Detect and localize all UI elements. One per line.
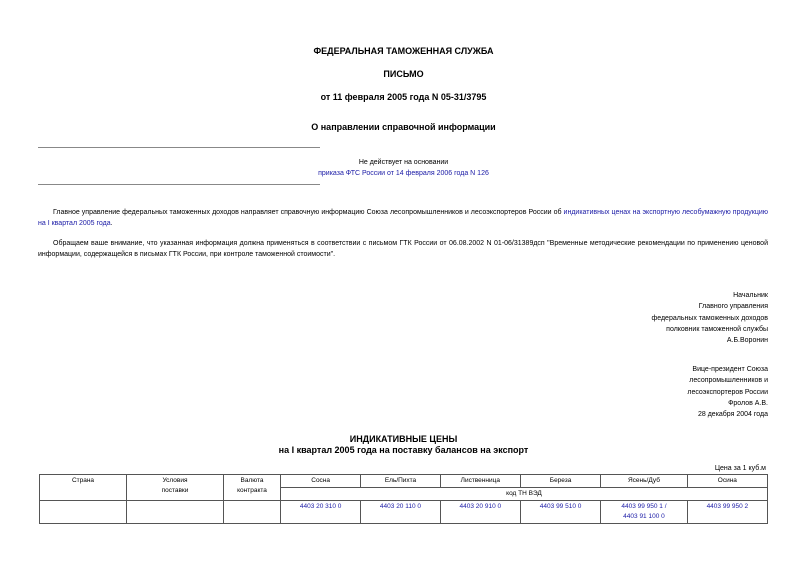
- header-code-label: код ТН ВЭД: [281, 488, 768, 501]
- header-species: Ель/Пихта: [361, 475, 440, 488]
- document-subject: О направлении справочной информации: [311, 122, 496, 132]
- status-link[interactable]: приказа ФТС России от 14 февраля 2006 года N 126: [318, 170, 489, 177]
- signature-line: Главного управления: [698, 303, 768, 311]
- signature-line: Фролов А.В.: [728, 399, 768, 407]
- table-row: [40, 501, 768, 524]
- price-table: [39, 474, 768, 524]
- header-delivery-terms: [127, 475, 224, 501]
- signature-line: федеральных таможенных доходов: [651, 314, 768, 322]
- signature-line: Начальник: [733, 292, 768, 299]
- code-cell[interactable]: 4403 99 510 0: [520, 501, 600, 524]
- table-title: ИНДИКАТИВНЫЕ ЦЕНЫ: [349, 434, 458, 444]
- signature-customs: [651, 290, 768, 346]
- header-species: Ясень/Дуб: [601, 475, 687, 488]
- code-line: 4403 99 950 1 /: [621, 503, 667, 510]
- signature-line: Вице-президент Союза: [692, 366, 768, 373]
- code-cell[interactable]: 4403 20 910 0: [440, 501, 520, 524]
- header-country: Страна: [40, 475, 127, 501]
- signature-line: А.Б.Воронин: [726, 337, 768, 345]
- header-species: Береза: [520, 475, 600, 488]
- signature-line: лесопромышленников и: [689, 377, 768, 385]
- paragraph-1: [38, 207, 768, 229]
- paragraph-2: Обращаем ваше внимание, что указанная информация должна применяться в соответствии с письмом ГТК России от 06.08.2002 N 01-06/31389дсп "Временные методические рекомендации по применению ценовой информации, содержащейся в письмах ГТК России, при контроле таможенной стоимости".: [38, 240, 768, 258]
- agency-name: ФЕДЕРАЛЬНАЯ ТАМОЖЕННАЯ СЛУЖБА: [313, 46, 494, 56]
- signature-line: лесоэкспортеров России: [687, 388, 768, 396]
- code-cell-multi[interactable]: [601, 501, 687, 524]
- document-type: ПИСЬМО: [383, 69, 424, 79]
- header-contract-currency: [224, 475, 281, 501]
- status-text: Не действует на основании: [358, 159, 449, 166]
- divider-bottom: [38, 184, 320, 185]
- header-currency-line: контракта: [237, 487, 267, 494]
- table-header-row: [40, 475, 768, 488]
- divider-top: [38, 147, 320, 148]
- header-species: Сосна: [281, 475, 361, 488]
- table-cell-empty: [40, 501, 127, 524]
- paragraph-1-end: .: [110, 220, 113, 227]
- header-species: Осина: [687, 475, 767, 488]
- document-date-number: от 11 февраля 2005 года N 05-31/3795: [320, 92, 487, 102]
- code-cell[interactable]: 4403 99 950 2: [687, 501, 767, 524]
- signature-line: полковник таможенной службы: [666, 325, 768, 333]
- code-cell[interactable]: 4403 20 310 0: [281, 501, 361, 524]
- header-species: Лиственница: [440, 475, 520, 488]
- code-cell[interactable]: 4403 20 110 0: [361, 501, 440, 524]
- header-currency-line: Валюта: [240, 477, 264, 484]
- code-line: 4403 91 100 0: [623, 513, 665, 520]
- header-terms-line: поставки: [161, 487, 189, 494]
- header-terms-line: Условия: [162, 477, 188, 484]
- paragraph-1-text: Главное управление федеральных таможенных доходов направляет справочную информацию Союза лесопромышленников и лесоэкспортеров России об: [53, 209, 564, 216]
- signature-union: [687, 364, 768, 420]
- table-subtitle: на I квартал 2005 года на поставку балансов на экспорт: [278, 445, 529, 455]
- price-unit-note: Цена за 1 куб.м: [714, 465, 766, 472]
- table-cell-empty: [224, 501, 281, 524]
- signature-line: 28 декабря 2004 года: [697, 411, 768, 419]
- table-cell-empty: [127, 501, 224, 524]
- paragraph-1-link[interactable]: индикативных ценах на экспортную лесобумажную продукцию на I квартал 2005 года: [38, 209, 769, 227]
